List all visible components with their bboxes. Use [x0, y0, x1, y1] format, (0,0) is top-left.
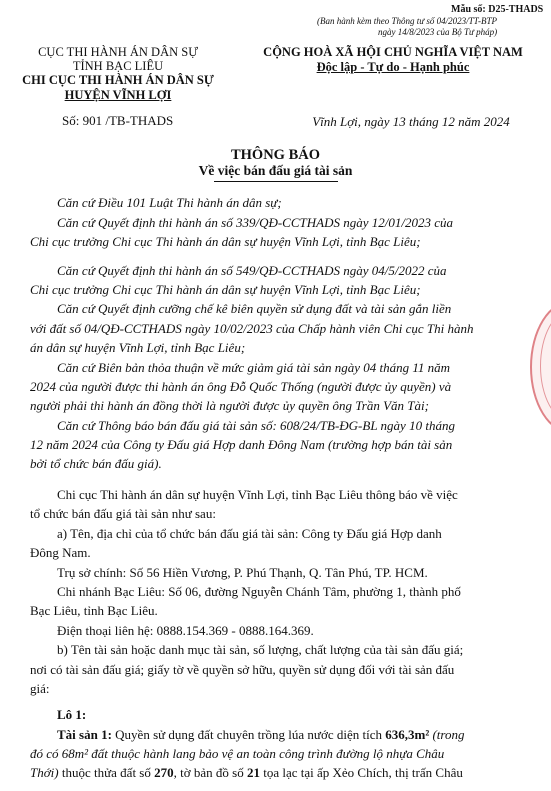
body-line: Chi cục Thi hành án dân sự huyện Vĩnh Lợi, tỉnh Bạc Liêu thông báo về việc [57, 487, 458, 502]
asset-label: Tài sản 1: [57, 727, 112, 742]
nation-motto: Độc lập - Tự do - Hạnh phúc [316, 60, 470, 74]
basis-line: Căn cứ Thông báo bán đấu giá tài sản số: 608/24/TB-ĐG-BL ngày 10 tháng [57, 418, 455, 433]
basis-line: Chi cục trưởng Chi cục Thi hành án dân sự huyện Vĩnh Lợi, tỉnh Bạc Liêu; [30, 282, 421, 297]
body-line: tổ chức bán đấu giá tài sản như sau: [30, 506, 216, 521]
document-number: Số: 901 /TB-THADS [62, 113, 174, 128]
place-date: Vĩnh Lợi, ngày 13 tháng 12 năm 2024 [312, 114, 510, 129]
body-line: Điện thoại liên hệ: 0888.154.369 - 0888.164.369. [57, 623, 314, 638]
basis-line: Căn cứ Quyết định cưỡng chế kê biên quyền sử dụng đất và tài sản gắn liền [57, 301, 452, 316]
agency-parent: CỤC THI HÀNH ÁN DÂN SỰ [38, 45, 198, 59]
notice-title: THÔNG BÁO [230, 147, 321, 163]
basis-line: người phải thi hành án đồng thời là người được ủy quyền ông Trần Văn Tài; [30, 398, 429, 413]
body-line: Chi nhánh Bạc Liêu: Số 06, đường Nguyễn Chánh Tâm, phường 1, thành phố [57, 584, 461, 599]
basis-line: Căn cứ Quyết định thi hành án số 339/QĐ-CCTHADS ngày 12/01/2023 của [57, 215, 453, 230]
asset-area: 636,3m² [385, 727, 430, 742]
lot-asset-line3: Thới) thuộc thửa đất số 270, tờ bản đồ số 21 tọa lạc tại ấp Xẻo Chích, thị trấn Châu [30, 765, 463, 780]
basis-line: 12 năm 2024 của Công ty Đấu giá Hợp danh Đông Nam (trường hợp bán tài sản [30, 437, 453, 452]
lot-asset-line2: đó có 68m² đất thuộc hành lang bảo vệ an toàn công trình đường lộ nhựa Châu [30, 746, 445, 761]
body-line: b) Tên tài sản hoặc danh mục tài sản, số lượng, chất lượng của tài sản đấu giá; [57, 642, 464, 657]
form-note-line2: ngày 14/8/2023 của Bộ Tư pháp) [378, 27, 498, 37]
notice-subtitle: Về việc bán đấu giá tài sản [198, 163, 353, 178]
basis-line: bởi tổ chức bán đấu giá). [30, 456, 162, 471]
basis-line: Căn cứ Quyết định thi hành án số 549/QĐ-CCTHADS ngày 04/5/2022 của [57, 263, 447, 278]
parcel-number: 270 [154, 765, 174, 780]
basis-line: với đất số 04/QĐ-CCTHADS ngày 10/02/2023 của Chấp hành viên Chi cục Thi hành [30, 321, 474, 336]
form-code: Mẫu số: D25-THADS [451, 4, 544, 15]
basis-line: án dân sự huyện Vĩnh Lợi, tỉnh Bạc Liêu; [30, 340, 246, 355]
body-line: giá: [30, 681, 50, 696]
form-note-line1: (Ban hành kèm theo Thông tư số 04/2023/TT-BTP [317, 16, 497, 26]
basis-line: 2024 của người được thi hành án ông Đỗ Quốc Thống (người được ủy quyền) và [30, 379, 452, 394]
body-line: Bạc Liêu, tỉnh Bạc Liêu. [30, 603, 158, 618]
basis-line: Căn cứ Biên bản thỏa thuận về mức giảm giá tài sản ngày 04 tháng 11 năm [57, 360, 451, 375]
lot-label: Lô 1: [57, 707, 87, 722]
official-seal [530, 300, 551, 434]
lot-asset-line1: Tài sản 1: Quyền sử dụng đất chuyên trồng lúa nước diện tích 636,3m² (trong [57, 727, 465, 742]
subtitle-rule [214, 181, 338, 182]
basis-line: Chi cục trưởng Chi cục Thi hành án dân sự huyện Vĩnh Lợi, tỉnh Bạc Liêu; [30, 234, 421, 249]
agency-district: HUYỆN VĨNH LỢI [64, 88, 172, 102]
nation-title: CỘNG HOÀ XÃ HỘI CHỦ NGHĨA VIỆT NAM [263, 45, 523, 59]
body-line: Trụ sở chính: Số 56 Hiền Vương, P. Phú Thạnh, Q. Tân Phú, TP. HCM. [57, 565, 428, 580]
map-sheet-number: 21 [246, 765, 260, 780]
seal-inner-ring [540, 310, 551, 422]
agency-name: CHI CỤC THI HÀNH ÁN DÂN SỰ [22, 73, 214, 87]
body-line: nơi có tài sản đấu giá; giấy tờ về quyền sở hữu, quyền sử dụng đối với tài sản đấu [30, 662, 455, 677]
agency-province: TỈNH BẠC LIÊU [72, 59, 164, 73]
body-line: a) Tên, địa chỉ của tổ chức bán đấu giá tài sản: Công ty Đấu giá Hợp danh [57, 526, 442, 541]
basis-line: Căn cứ Điều 101 Luật Thi hành án dân sự; [57, 195, 282, 210]
body-line: Đông Nam. [30, 545, 91, 560]
